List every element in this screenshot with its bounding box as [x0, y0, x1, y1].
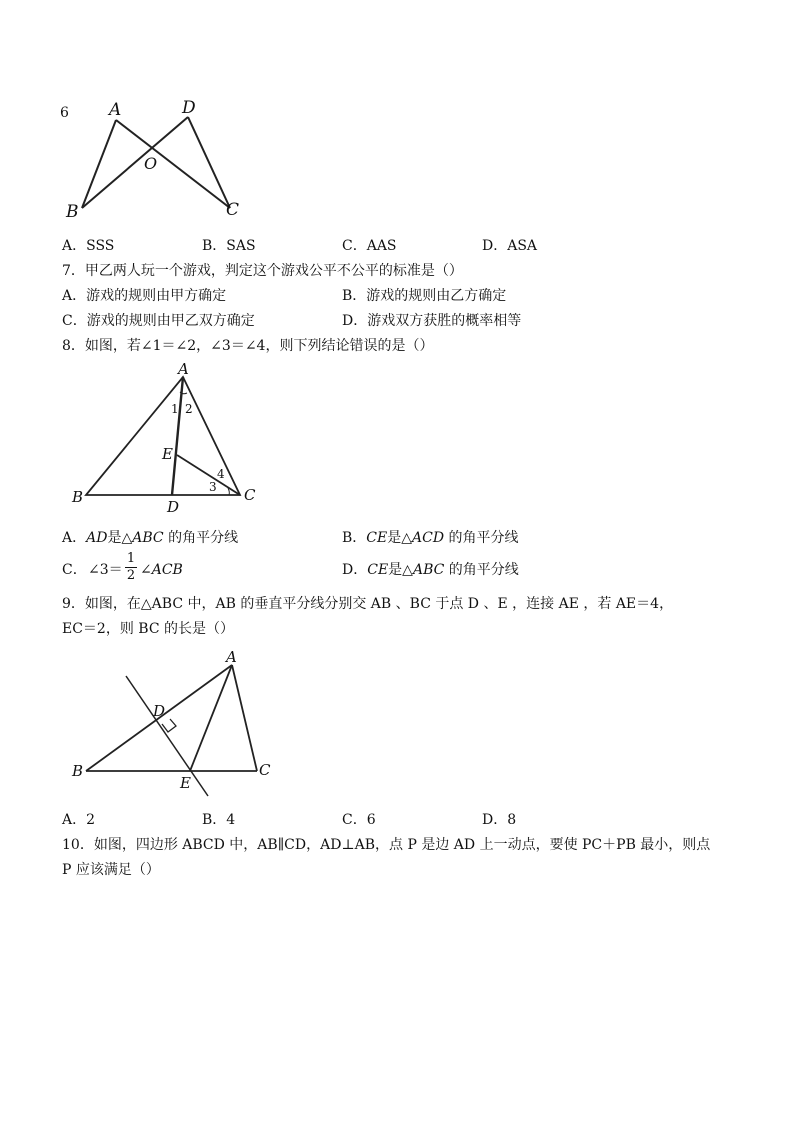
- q7-option-d: D．游戏双方获胜的概率相等: [342, 313, 522, 329]
- q9-option-c: C．6: [342, 812, 376, 828]
- q8a-suffix: 的角平分线: [168, 530, 239, 546]
- label-B: B: [66, 202, 79, 222]
- fig9-label-C: C: [259, 761, 271, 779]
- fig8-label-C: C: [244, 486, 256, 504]
- fig9-label-D: D: [153, 702, 166, 720]
- label-D: D: [182, 98, 196, 118]
- fig8-label-A: A: [178, 360, 189, 378]
- q6-option-b: B．SAS: [202, 238, 256, 254]
- q8c-rhs: ∠ACB: [140, 562, 183, 578]
- figure-q9: [70, 648, 290, 808]
- fig8-label-B: B: [72, 488, 84, 506]
- segment-AB: [82, 120, 116, 208]
- q8-option-b: [342, 529, 519, 547]
- fig8-angle-2: 2: [185, 402, 193, 416]
- q9-stem-line2: EC＝2，则 BC 的长是（）: [62, 621, 234, 637]
- fig8-angle-1: 1: [171, 402, 179, 416]
- q9-option-b: B．4: [202, 812, 236, 828]
- q9-stem-line1: 9．如图，在△ABC 中，AB 的垂直平分线分别交 AB 、BC 于点 D 、E ，连接 AE ，若 AE＝4，: [62, 596, 674, 612]
- q8-option-a: [62, 529, 238, 547]
- q8c-prefix: C．: [62, 562, 87, 578]
- q8b-prefix: B．: [342, 530, 367, 546]
- q8b-suffix: 的角平分线: [448, 530, 519, 546]
- q6-option-d: D．ASA: [482, 238, 538, 254]
- q10-stem-line2: P 应该满足（）: [62, 862, 160, 878]
- q7-stem: 7．甲乙两人玩一个游戏，判定这个游戏公平不公平的标准是（）: [62, 263, 463, 279]
- q8-option-d: [342, 561, 519, 579]
- q8d-prefix: D．: [342, 562, 368, 578]
- fig8-label-E: E: [162, 445, 173, 463]
- fig9-label-E: E: [180, 774, 191, 792]
- figure-q8: [70, 360, 270, 516]
- q9-option-a: A．2: [62, 812, 96, 828]
- q8c-fraction: [125, 552, 137, 583]
- q7-option-a: A．游戏的规则由甲方确定: [62, 288, 227, 304]
- fig9-label-A: A: [226, 648, 237, 666]
- figure-q6: [60, 95, 260, 225]
- label-O: O: [144, 154, 158, 173]
- q8a-math: AD: [86, 530, 108, 546]
- q8d-math2: ABC: [412, 562, 445, 578]
- fig8-angle-3: 3: [209, 480, 217, 494]
- segment-AD: [172, 377, 183, 495]
- q7-option-c: C．游戏的规则由甲乙双方确定: [62, 313, 255, 329]
- fig9-label-B: B: [72, 762, 84, 780]
- q10-stem-line1: 10．如图，四边形 ABCD 中，AB∥CD，AD⊥AB，点 P 是边 AD 上一动点，要使 PC＋PB 最小，则点: [62, 837, 711, 853]
- q7-option-b: B．游戏的规则由乙方确定: [342, 288, 507, 304]
- label-C: C: [226, 200, 240, 220]
- q8a-prefix: A．: [62, 530, 87, 546]
- fig8-label-D: D: [167, 498, 180, 516]
- q8c-lhs: ∠3＝: [88, 562, 123, 578]
- fig8-angle-4: 4: [217, 467, 225, 481]
- q8b-text: 是△: [387, 530, 413, 546]
- q8-stem: 8．如图，若∠1＝∠2，∠3＝∠4，则下列结论错误的是（）: [62, 338, 434, 354]
- q8a-math2: ABC: [132, 530, 164, 546]
- q8b-math: CE: [366, 530, 388, 546]
- q6-option-c: C．AAS: [342, 238, 397, 254]
- fig6-mark: 6: [60, 105, 69, 121]
- label-A: A: [109, 100, 122, 120]
- q8d-suffix: 的角平分线: [448, 562, 519, 578]
- q8d-math: CE: [367, 562, 389, 578]
- right-angle-mark: [162, 719, 176, 732]
- q8a-text: 是△: [107, 530, 133, 546]
- q8d-text: 是△: [388, 562, 413, 578]
- q8c-numerator: 1: [126, 551, 136, 566]
- perpendicular-bisector: [126, 676, 208, 796]
- segment-DC: [188, 117, 230, 208]
- q8b-math2: ACD: [412, 530, 445, 546]
- q8c-denominator: 2: [126, 568, 136, 583]
- q6-option-a: A．SSS: [62, 238, 115, 254]
- segment-AC: [232, 665, 257, 771]
- q9-option-d: D．8: [482, 812, 517, 828]
